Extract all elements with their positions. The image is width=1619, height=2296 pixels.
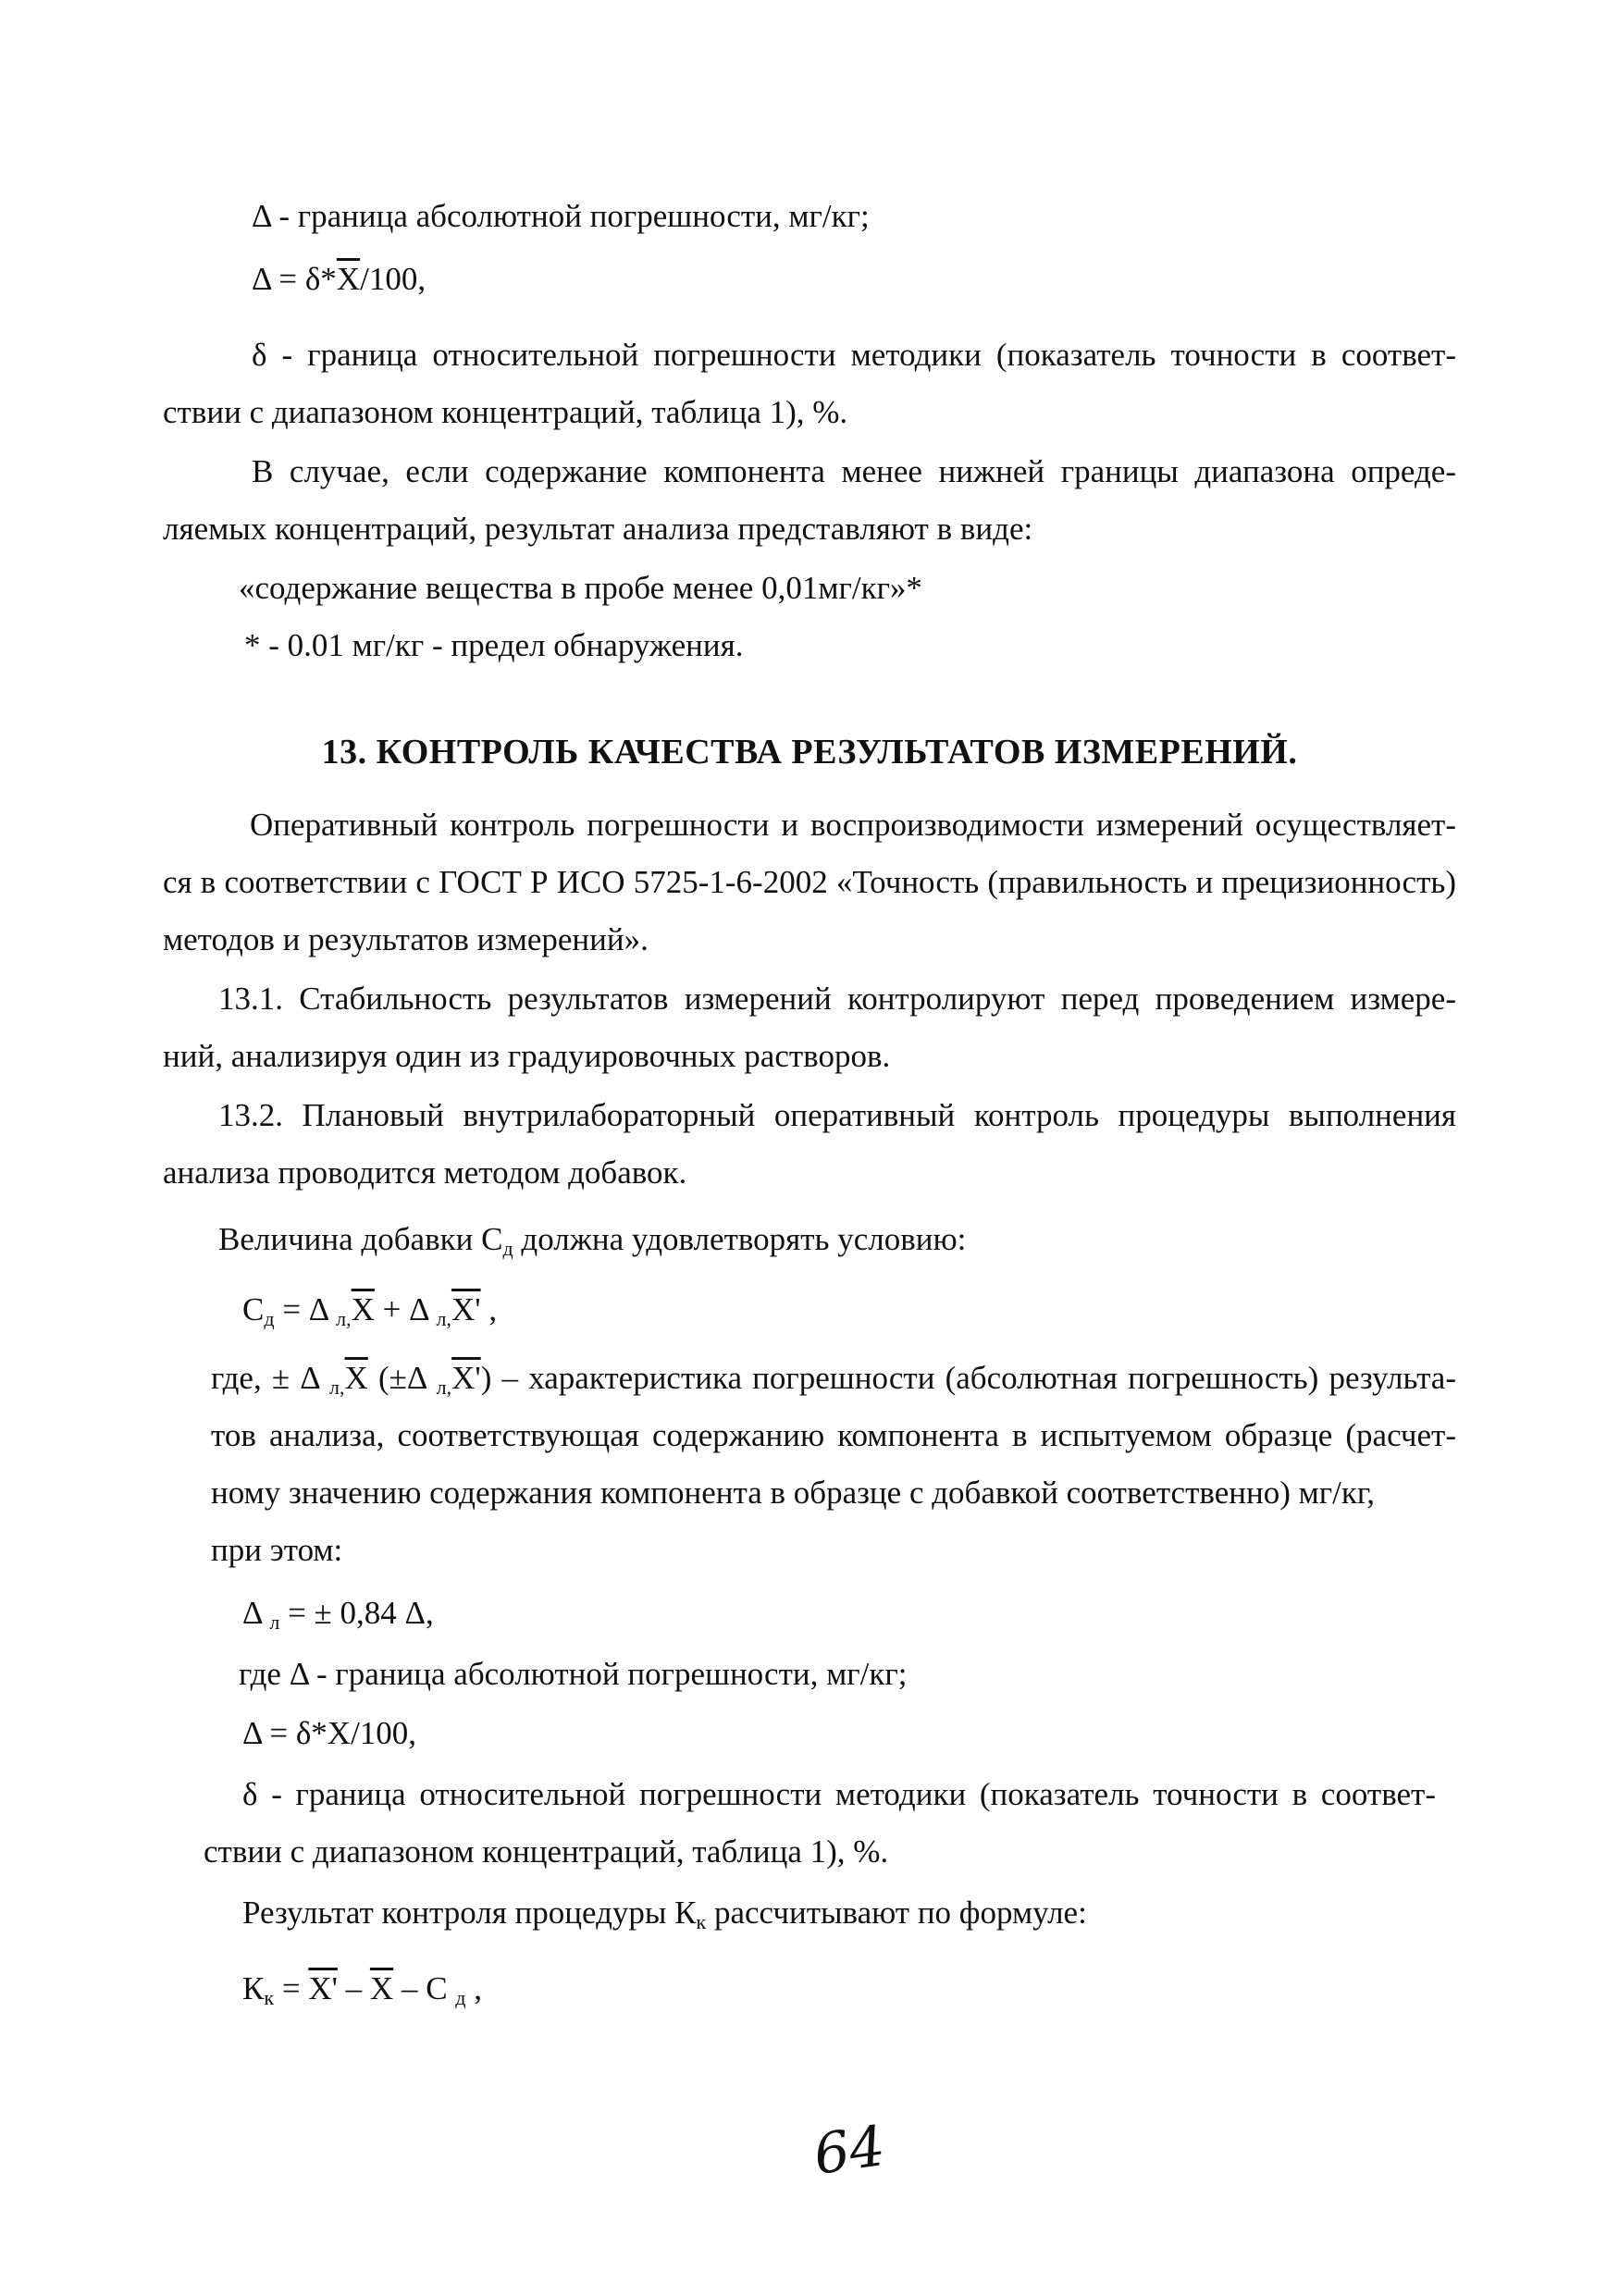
below-range-result-text: «содержание вещества в пробе менее 0,01мг/кг»*	[239, 570, 922, 606]
additive-formula: $С_д = \Delta$ $_{л,}\overline{X} + \Delta$ $_{л,}$X' ,	[242, 1291, 498, 1330]
rel-error-definition-2-line2: ствии с диапазоном концентраций, таблица 1), %.	[204, 1833, 889, 1870]
below-range-paragraph-line1: В случае, если содержание компонента менее нижней границы диапазона опреде-	[252, 453, 1456, 489]
where-clause-line2: тов анализа, соответствующая содержанию компонента в испытуемом образце (расчет-	[211, 1417, 1456, 1453]
rel-error-definition-line1: δ - граница относительной погрешности методики (показатель точности в соответ-	[252, 337, 1456, 373]
control-paragraph-line2: ся в соответствии с ГОСТ Р ИСО 5725-1-6-2002 «Точность (правильность и прецизионность)	[163, 864, 1456, 900]
detection-limit-footnote: * - 0.01 мг/кг - предел обнаружения.	[244, 627, 744, 663]
below-range-paragraph-line2: ляемых концентраций, результат анализа представляют в виде:	[163, 511, 1033, 547]
where-clause-line1: где, ± Δ $_{л,}\overline{X}$ (±Δ $_{л,}$X') – характеристика погрешности (абсолютная погрешность) результа-	[211, 1360, 1456, 1399]
rel-error-definition-2-line1: δ - граница относительной погрешности методики (показатель точности в соответ-	[242, 1776, 1436, 1812]
clause-13-1-line1: 13.1. Стабильность результатов измерений контролируют перед проведением измере-	[218, 981, 1456, 1017]
where-clause-line4: при этом:	[211, 1532, 343, 1568]
abs-error-formula-2: Δ = δ*X/100,	[242, 1715, 417, 1751]
control-result-text: Результат контроля процедуры $К_к$ рассчитывают по формуле:	[242, 1895, 1087, 1933]
rel-error-definition-line2: ствии с диапазоном концентраций, таблица 1), %.	[163, 394, 848, 430]
clause-13-2-line1: 13.2. Плановый внутрилабораторный оперативный контроль процедуры выполнения	[218, 1097, 1456, 1133]
clause-13-1-line2: ний, анализируя один из градуировочных растворов.	[163, 1038, 891, 1074]
where-clause-line3: ному значению содержания компонента в образце с добавкой соответственно) мг/кг,	[211, 1475, 1376, 1511]
delta-l-formula: Δ $_л$ = ± 0,84 Δ,	[242, 1595, 434, 1634]
clause-13-2-line2: анализа проводится методом добавок.	[163, 1154, 687, 1191]
section-13-heading: 13. КОНТРОЛЬ КАЧЕСТВА РЕЗУЛЬТАТОВ ИЗМЕРЕНИЙ.	[321, 733, 1298, 772]
control-paragraph-line1: Оперативный контроль погрешности и воспроизводимости измерений осуществляет-	[250, 807, 1456, 843]
page-number: 64	[810, 2114, 889, 2188]
control-result-formula: $К_к = X' - \overline{X} - С$ $_д$ ,	[242, 1970, 482, 2009]
abs-error-definition-2: где Δ - граница абсолютной погрешности, мг/кг;	[239, 1656, 908, 1692]
abs-error-definition: Δ - граница абсолютной погрешности, мг/кг;	[252, 198, 870, 234]
additive-condition-text: Величина добавки $С_д$ должна удовлетворять условию:	[218, 1221, 967, 1260]
control-paragraph-line3: методов и результатов измерений».	[163, 921, 649, 957]
abs-error-formula: $\Delta = \delta*\overline{X}/100$,	[252, 261, 426, 297]
